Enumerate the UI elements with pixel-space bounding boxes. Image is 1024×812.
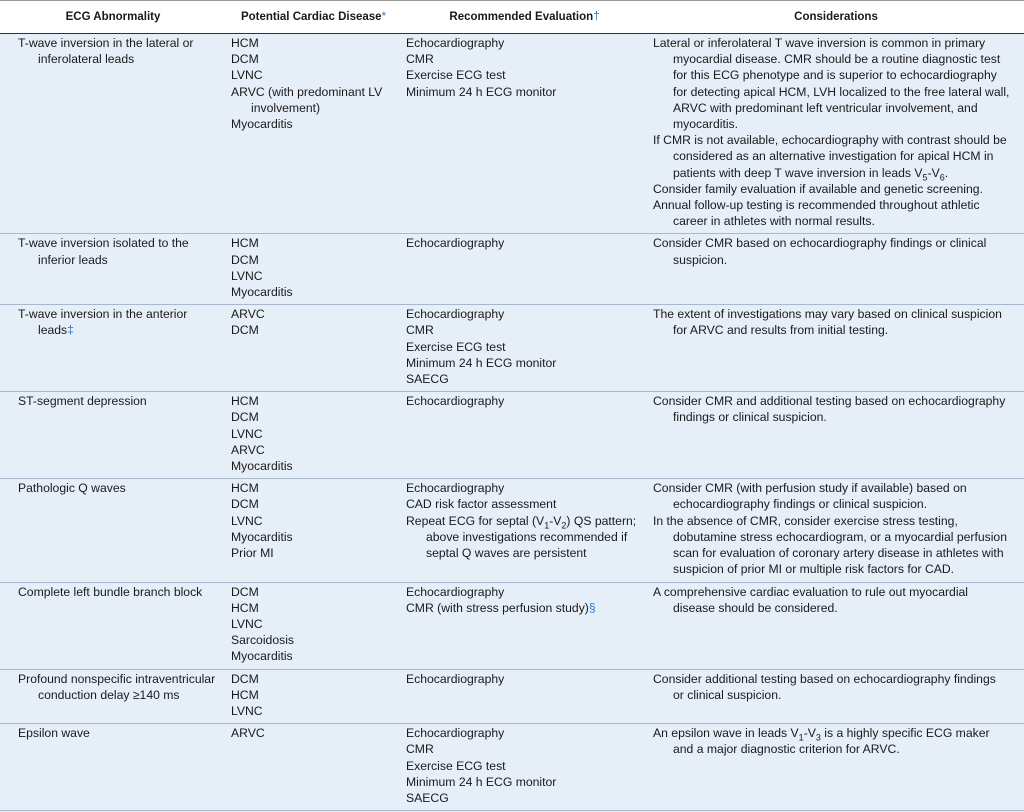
table-row xyxy=(0,724,1024,811)
considerations-cell xyxy=(648,669,1024,724)
table-row xyxy=(0,479,1024,582)
consideration-paragraph: Consider family evaluation if available and genetic screening. xyxy=(653,181,983,196)
disease-item: Myocarditis xyxy=(231,529,293,544)
cardiac-disease-cell xyxy=(226,234,401,305)
disease-item: DCM xyxy=(231,671,259,686)
ecg-abnormality-cell xyxy=(0,392,226,479)
consideration-paragraph: A comprehensive cardiac evaluation to rule out myocardial disease should be considered. xyxy=(653,584,969,615)
evaluation-item: SAECG xyxy=(406,372,449,387)
ecg-abnormality-text: Profound nonspecific intraventricular conduction delay ≥140 ms xyxy=(18,671,216,702)
evaluation-item: CMR xyxy=(406,52,434,67)
table-row xyxy=(0,305,1024,392)
evaluation-item: Echocardiography xyxy=(406,36,505,50)
cardiac-disease-cell xyxy=(226,724,401,811)
ecg-abnormality-cell xyxy=(0,34,226,234)
considerations-cell xyxy=(648,392,1024,479)
evaluation-cell xyxy=(401,34,648,234)
evaluation-item: CMR (with stress perfusion study)§ xyxy=(406,600,596,615)
ecg-abnormality-text: Complete left bundle branch block xyxy=(18,584,203,599)
cardiac-disease-cell xyxy=(226,305,401,392)
evaluation-item: CMR xyxy=(406,742,434,757)
disease-item: DCM xyxy=(231,252,259,267)
table-row xyxy=(0,669,1024,724)
disease-item: DCM xyxy=(231,52,259,67)
disease-item: Myocarditis xyxy=(231,649,293,664)
consideration-paragraph: If CMR is not available, echocardiography with contrast should be considered as an alternative investigation for apical HCM in patients with deep T wave inversion in leads $V_5-V_6$. xyxy=(653,133,1007,183)
table-row xyxy=(0,392,1024,479)
header-considerations: Considerations xyxy=(648,1,1024,34)
cardiac-disease-cell xyxy=(226,479,401,582)
evaluation-item: Echocardiography xyxy=(406,726,505,741)
consideration-paragraph: Consider CMR and additional testing based on echocardiography findings or clinical suspicion. xyxy=(653,394,1006,425)
disease-item: ARVC xyxy=(231,726,265,741)
evaluation-item: Echocardiography xyxy=(406,307,505,322)
considerations-cell xyxy=(648,724,1024,811)
table-row xyxy=(0,234,1024,305)
disease-item: LVNC xyxy=(231,426,263,441)
disease-item: LVNC xyxy=(231,703,263,718)
disease-item: HCM xyxy=(231,36,259,50)
disease-item: Myocarditis xyxy=(231,285,293,300)
ecg-abnormality-cell xyxy=(0,234,226,305)
consideration-paragraph: An epsilon wave in leads $V_1-V_3$ is a highly specific ECG maker and a major diagnostic criterion for ARVC. xyxy=(653,726,990,757)
consideration-paragraph: Consider additional testing based on echocardiography findings or clinical suspicion. xyxy=(653,671,996,702)
evaluation-item: Minimum 24 h ECG monitor xyxy=(406,355,557,370)
table-row xyxy=(0,582,1024,669)
evaluation-item: Exercise ECG test xyxy=(406,758,506,773)
evaluation-item: Echocardiography xyxy=(406,394,505,409)
evaluation-item: CMR xyxy=(406,323,434,338)
disease-item: HCM xyxy=(231,481,259,496)
disease-item: LVNC xyxy=(231,68,263,83)
evaluation-item: SAECG xyxy=(406,790,449,805)
header-recommended-evaluation: Recommended Evaluation† xyxy=(401,1,648,34)
disease-item: LVNC xyxy=(231,616,263,631)
consideration-paragraph: Consider CMR (with perfusion study if available) based on echocardiography findings or clinical suspicion. xyxy=(653,481,967,512)
evaluation-cell xyxy=(401,669,648,724)
cardiac-disease-cell xyxy=(226,34,401,234)
header-potential-cardiac-disease: Potential Cardiac Disease* xyxy=(226,1,401,34)
evaluation-item: Exercise ECG test xyxy=(406,68,506,83)
ecg-abnormality-text: T-wave inversion isolated to the inferior leads xyxy=(18,236,189,267)
disease-item: Myocarditis xyxy=(231,117,293,132)
ecg-abnormality-cell xyxy=(0,582,226,669)
evaluation-cell xyxy=(401,305,648,392)
evaluation-item: Repeat ECG for septal $(V_1-V_2)$ QS pattern; above investigations recommended if septal Q waves are persistent xyxy=(406,513,637,561)
ecg-abnormality-cell xyxy=(0,724,226,811)
consideration-paragraph: Consider CMR based on echocardiography findings or clinical suspicion. xyxy=(653,236,987,267)
evaluation-item: Echocardiography xyxy=(406,236,505,251)
evaluation-cell xyxy=(401,392,648,479)
disease-item: LVNC xyxy=(231,513,263,528)
considerations-cell xyxy=(648,34,1024,234)
consideration-paragraph: In the absence of CMR, consider exercise stress testing, dobutamine stress echocardiogram, or a myocardial perfusion scan for evaluation of coronary artery disease in athletes with suspicion of prior MI or multiple risk factors for CAD. xyxy=(653,513,1007,577)
evaluation-cell xyxy=(401,479,648,582)
evaluation-item: CAD risk factor assessment xyxy=(406,497,557,512)
cardiac-disease-cell xyxy=(226,582,401,669)
ecg-abnormality-text: T-wave inversion in the anterior leads‡ xyxy=(18,307,188,338)
evaluation-item: Minimum 24 h ECG monitor xyxy=(406,774,557,789)
ecg-abnormality-text: Epsilon wave xyxy=(18,726,90,741)
ecg-abnormality-cell xyxy=(0,669,226,724)
evaluation-cell xyxy=(401,234,648,305)
disease-item: HCM xyxy=(231,236,259,251)
header-row xyxy=(0,1,1024,34)
disease-item: HCM xyxy=(231,394,259,409)
footnote-mark: * xyxy=(381,10,387,23)
consideration-paragraph: Annual follow-up testing is recommended throughout athletic career in athletes with normal results. xyxy=(653,198,980,229)
considerations-cell xyxy=(648,305,1024,392)
ecg-abnormality-text: ST-segment depression xyxy=(18,394,147,409)
evaluation-item: Echocardiography xyxy=(406,584,505,599)
disease-item: DCM xyxy=(231,410,259,425)
disease-item: ARVC xyxy=(231,307,265,322)
disease-item: HCM xyxy=(231,600,259,615)
table-row xyxy=(0,34,1024,234)
consideration-paragraph: Lateral or inferolateral T wave inversion is common in primary myocardial disease. CMR should be a routine diagnostic test for this ECG phenotype and is superior to echocardiography for detecting apical HCM, LVH localized to the free lateral wall, ARVC with predominant left ventricular involvement, and myocarditis. xyxy=(653,36,1010,132)
disease-item: Sarcoidosis xyxy=(231,633,294,648)
footnote-mark: † xyxy=(593,10,600,23)
considerations-cell xyxy=(648,234,1024,305)
ecg-abnormality-cell xyxy=(0,305,226,392)
cardiac-disease-cell xyxy=(226,669,401,724)
footnote-mark: ‡ xyxy=(67,323,74,338)
disease-item: DCM xyxy=(231,584,259,599)
cardiac-disease-cell xyxy=(226,392,401,479)
disease-item: HCM xyxy=(231,687,259,702)
disease-item: Myocarditis xyxy=(231,459,293,474)
ecg-abnormality-text: Pathologic Q waves xyxy=(18,481,126,496)
evaluation-item: Exercise ECG test xyxy=(406,339,506,354)
evaluation-cell xyxy=(401,582,648,669)
considerations-cell xyxy=(648,479,1024,582)
evaluation-item: Echocardiography xyxy=(406,671,505,686)
footnote-mark: § xyxy=(588,600,596,615)
consideration-paragraph: The extent of investigations may vary based on clinical suspicion for ARVC and results from initial testing. xyxy=(653,307,1002,338)
disease-item: DCM xyxy=(231,497,259,512)
disease-item: LVNC xyxy=(231,268,263,283)
evaluation-item: Minimum 24 h ECG monitor xyxy=(406,84,557,99)
ecg-abnormality-text: T-wave inversion in the lateral or inferolateral leads xyxy=(18,36,194,67)
considerations-cell xyxy=(648,582,1024,669)
disease-item: ARVC (with predominant LV involvement) xyxy=(231,84,383,115)
evaluation-cell xyxy=(401,724,648,811)
evaluation-item: Echocardiography xyxy=(406,481,505,496)
header-ecg-abnormality: ECG Abnormality xyxy=(0,1,226,34)
disease-item: Prior MI xyxy=(231,546,274,561)
ecg-abnormality-cell xyxy=(0,479,226,582)
disease-item: DCM xyxy=(231,323,259,338)
disease-item: ARVC xyxy=(231,442,265,457)
